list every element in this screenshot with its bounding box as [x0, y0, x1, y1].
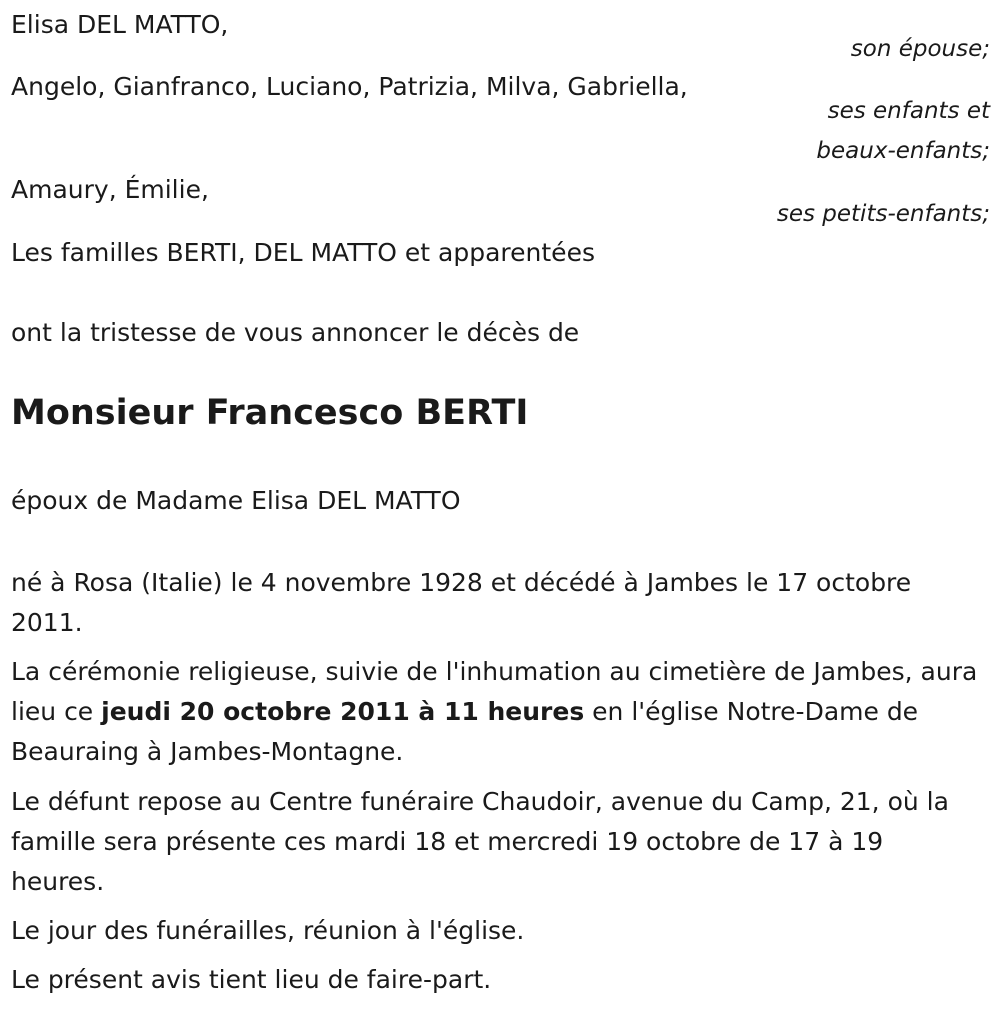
grandchildren-names: Amaury, Émilie,: [11, 175, 209, 204]
funeral-day-paragraph: Le jour des funérailles, réunion à l'église.: [11, 916, 525, 945]
spouse-line: époux de Madame Elisa DEL MATTO: [11, 486, 461, 515]
notice-paragraph: Le présent avis tient lieu de faire-part.: [11, 965, 492, 994]
grandchildren-role: ses petits-enfants;: [776, 201, 990, 227]
ceremony-paragraph: [11, 652, 979, 772]
ceremony-date-time: jeudi 20 octobre 2011 à 11 heures: [101, 697, 585, 726]
wife-name: Elisa DEL MATTO,: [11, 10, 229, 39]
ceremony-text-start: La cérémonie religieuse, suivie de l'inhumation au cimetière de Jambes, aura lieu ce: [11, 657, 978, 726]
families-line: Les familles BERTI, DEL MATTO et apparentées: [11, 238, 595, 267]
children-role-line2: beaux-enfants;: [816, 138, 990, 164]
wife-role: son épouse;: [850, 36, 990, 62]
children-names: Angelo, Gianfranco, Luciano, Patrizia, Milva, Gabriella,: [11, 72, 688, 101]
repose-paragraph: Le défunt repose au Centre funéraire Chaudoir, avenue du Camp, 21, où la famille sera présente ces mardi 18 et mercredi 19 octobre de 17 à 19 heures.: [11, 787, 949, 896]
deceased-name: Monsieur Francesco BERTI: [11, 393, 529, 433]
birth-death-paragraph: né à Rosa (Italie) le 4 novembre 1928 et décédé à Jambes le 17 octobre 2011.: [11, 568, 912, 637]
children-role-line1: ses enfants et: [827, 98, 990, 124]
ceremony-text-end: en l'église Notre-Dame de Beauraing à Jambes-Montagne.: [11, 697, 919, 766]
announcement-line: ont la tristesse de vous annoncer le décès de: [11, 318, 580, 347]
